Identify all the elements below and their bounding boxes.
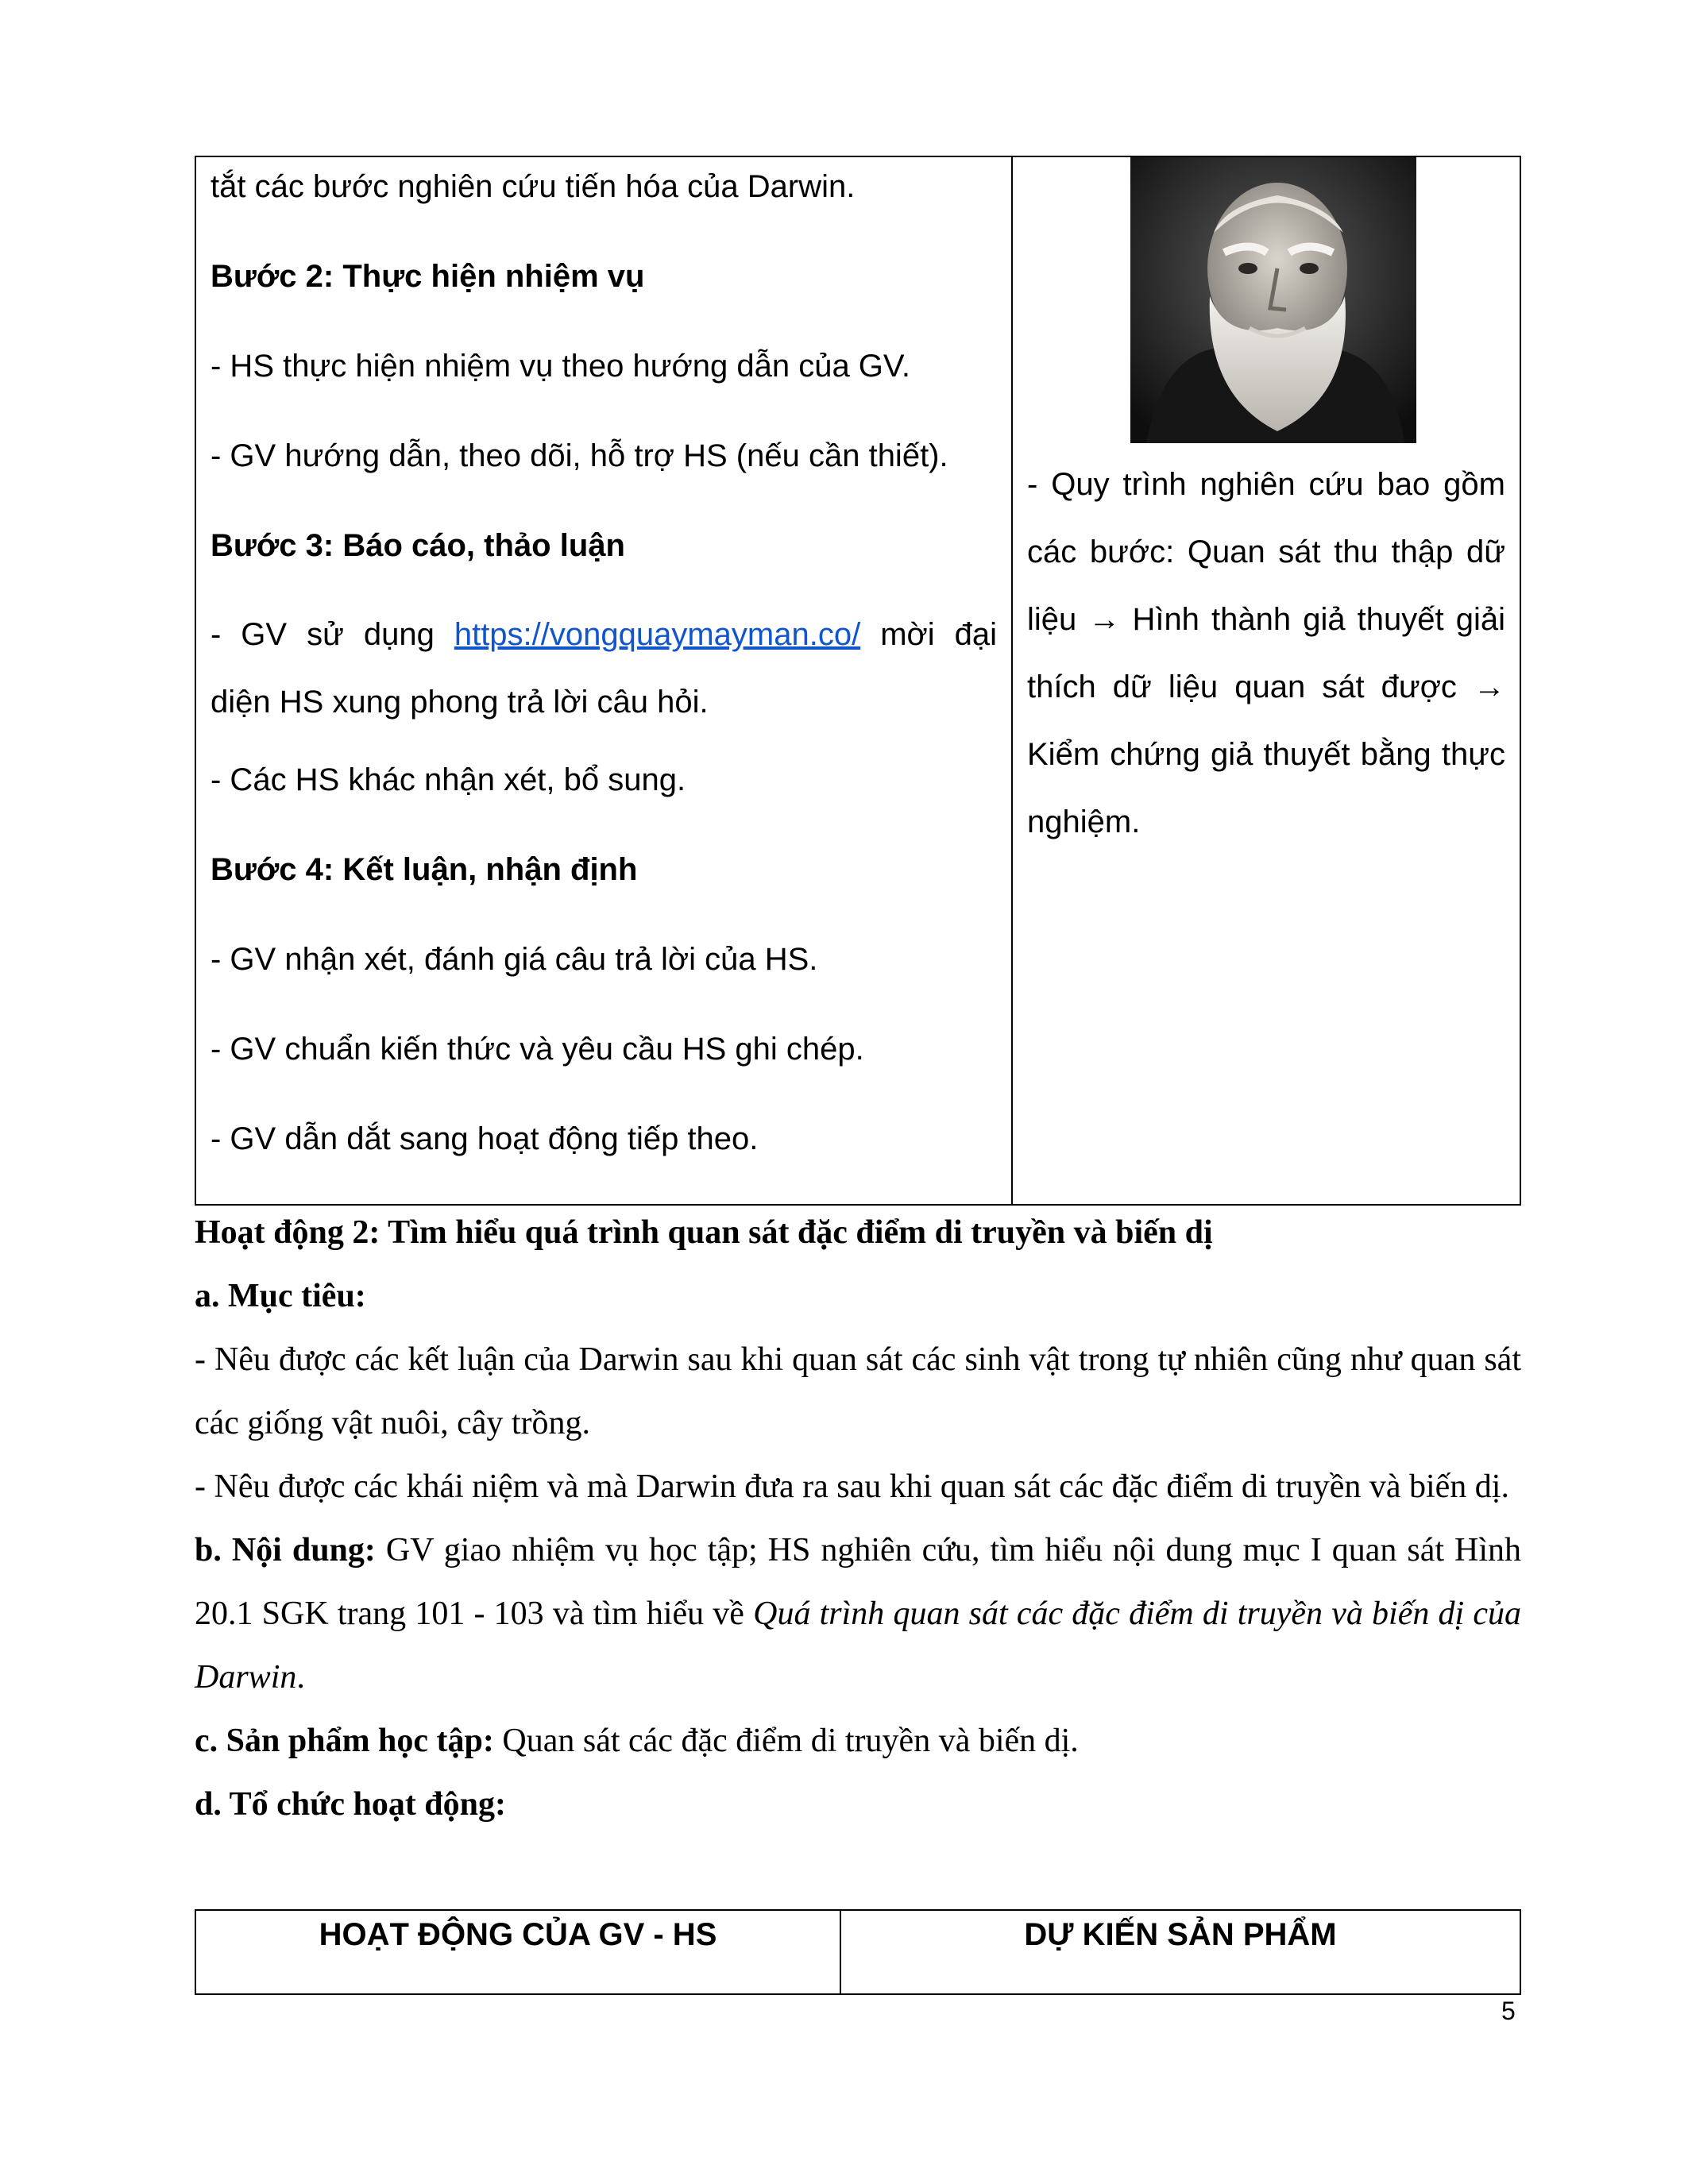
- darwin-portrait-image: [1130, 157, 1416, 443]
- column-header-product: DỰ KIẾN SẢN PHẨM: [1024, 1917, 1337, 1952]
- organization-heading: d. Tổ chức hoạt động:: [195, 1786, 507, 1823]
- goal-heading: a. Mục tiêu:: [195, 1278, 366, 1314]
- list-item: - Các HS khác nhận xét, bổ sung.: [211, 762, 686, 797]
- list-item: - GV hướng dẫn, theo dõi, hỗ trợ HS (nếu cần thiết).: [211, 438, 948, 473]
- content-end: .: [296, 1659, 305, 1696]
- list-item: - GV chuẩn kiến thức và yêu cầu HS ghi chép.: [211, 1032, 864, 1067]
- content-text: GV giao nhiệm vụ học tập; HS nghiên cứu, tìm hiểu nội dung mục I quan sát Hình 20.1 SGK trang 101 - 103 và tìm hiểu về: [195, 1532, 1521, 1632]
- page-number: 5: [1501, 1997, 1516, 2025]
- product-label: c. Sản phẩm học tập:: [195, 1723, 494, 1759]
- goal-item: - Nêu được các kết luận của Darwin sau khi quan sát các sinh vật trong tự nhiên cũng như quan sát các giống vật nuôi, cây trồng.: [195, 1341, 1521, 1441]
- column-header-activity: HOẠT ĐỘNG CỦA GV - HS: [196, 1911, 841, 1993]
- step-heading: Bước 2: Thực hiện nhiệm vụ: [211, 259, 645, 294]
- activity-table-header: [195, 1909, 1521, 1995]
- product-text: Quan sát các đặc điểm di truyền và biến dị.: [493, 1723, 1079, 1759]
- text-suffix: mời đại diện HS xung phong trả lời câu hỏi.: [211, 617, 998, 720]
- wheel-link[interactable]: https://vongquaymayman.co/: [454, 617, 861, 652]
- activity-2-section: [195, 1201, 1521, 1836]
- teacher-student-activity-cell: [196, 157, 1013, 1204]
- content-label: b. Nội dung:: [195, 1532, 376, 1569]
- product-paragraph: [195, 1709, 1521, 1773]
- step-heading: Bước 3: Báo cáo, thảo luận: [211, 528, 625, 563]
- expected-product-cell: [1013, 157, 1521, 1204]
- activity-title: Hoạt động 2: Tìm hiểu quá trình quan sát đặc điểm di truyền và biến dị: [195, 1214, 1213, 1251]
- goal-item: - Nêu được các khái niệm và mà Darwin đưa ra sau khi quan sát các đặc điểm di truyền và biến dị.: [195, 1468, 1509, 1505]
- activity-table-continued: [195, 156, 1521, 1206]
- content-paragraph: [195, 1518, 1521, 1709]
- list-item: - HS thực hiện nhiệm vụ theo hướng dẫn của GV.: [211, 349, 911, 384]
- text-line: tắt các bước nghiên cứu tiến hóa của Darwin.: [211, 169, 856, 204]
- step-heading: Bước 4: Kết luận, nhận định: [211, 852, 638, 887]
- list-item: - GV nhận xét, đánh giá câu trả lời của HS.: [211, 942, 818, 977]
- list-item: [211, 601, 997, 736]
- research-process-text: - Quy trình nghiên cứu bao gồm các bước: Quan sát thu thập dữ liệu → Hình thành giả thuyết giải thích dữ liệu quan sát được → Kiểm chứng giả thuyết bằng thực nghiệm.: [1027, 467, 1505, 839]
- text-prefix: - GV sử dụng: [211, 617, 454, 652]
- content-italic: Quá trình quan sát các đặc điểm di truyền và biến dị của Darwin: [195, 1596, 1522, 1696]
- list-item: - GV dẫn dắt sang hoạt động tiếp theo.: [211, 1121, 759, 1156]
